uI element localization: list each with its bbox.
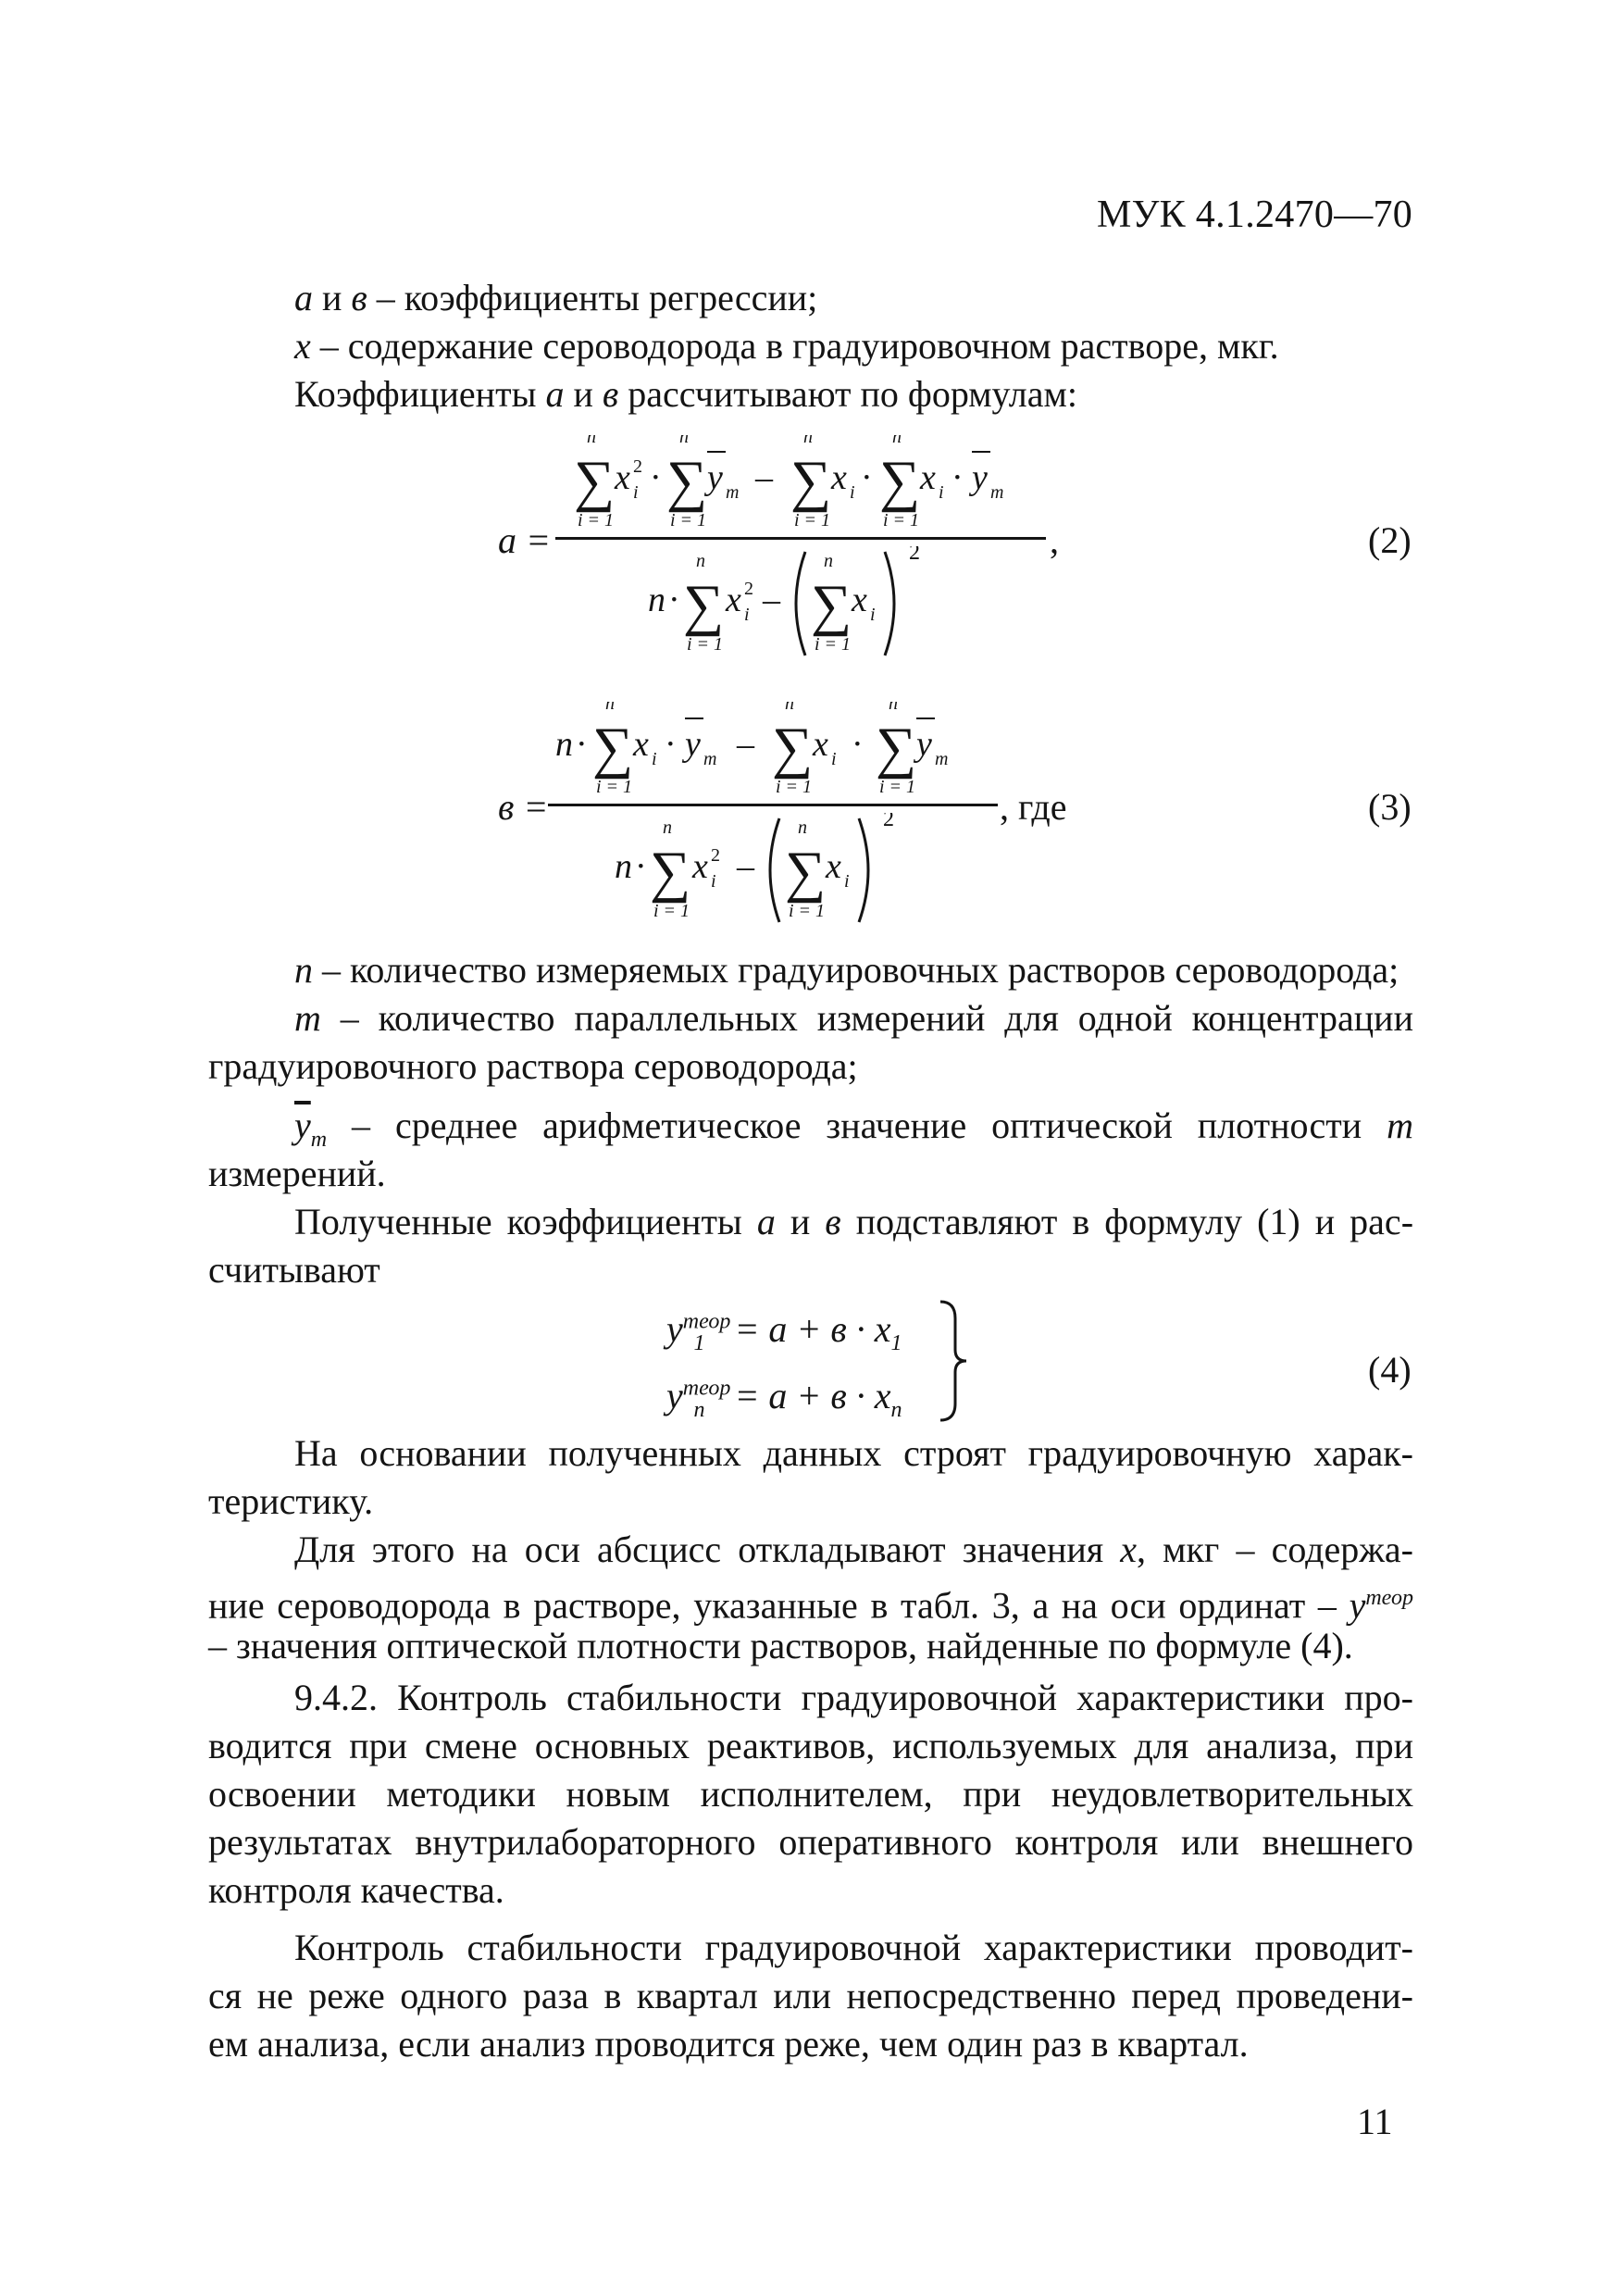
svg-text:–: –: [737, 725, 754, 764]
definition-text: – содержание сероводорода в градуировочном растворе, мкг.: [310, 325, 1279, 367]
svg-text:i: i: [744, 605, 750, 625]
svg-text:2: 2: [883, 813, 894, 831]
svg-text:i: i: [711, 871, 716, 892]
definition-y-line1: $\overline{y}_m$ – среднее арифметическое значение оптической плотности m: [294, 1104, 1413, 1152]
eq2-sum1-lower: i = 1: [578, 510, 615, 530]
svg-text:x: x: [726, 580, 741, 619]
svg-text:2: 2: [711, 845, 720, 866]
svg-text:y: y: [707, 458, 723, 497]
eq2-numerator-svg: [574, 435, 1055, 537]
svg-text:n: n: [889, 702, 898, 714]
svg-text:i = 1: i = 1: [596, 777, 633, 797]
svg-text:n: n: [785, 702, 794, 714]
svg-text:i: i: [844, 871, 850, 892]
para4-line5: контроля качества.: [208, 1869, 504, 1911]
eq3-where: , где: [1000, 786, 1067, 828]
page-number: 11: [1357, 2101, 1393, 2142]
formulas-intro: Коэффициенты а и в рассчитывают по формулам:: [294, 373, 1077, 415]
eq3-lhs: в =: [498, 786, 549, 828]
svg-text:∑: ∑: [683, 574, 725, 637]
eq2-denominator-svg: [648, 546, 963, 667]
svg-text:y: y: [685, 725, 701, 764]
eq4-brace: [935, 1296, 972, 1426]
document-code: МУК 4.1.2470—70: [1097, 193, 1413, 236]
svg-text:·: ·: [952, 458, 964, 497]
svg-text:n: n: [605, 702, 615, 714]
svg-text:x: x: [831, 458, 847, 497]
svg-text:i = 1: i = 1: [815, 634, 852, 655]
eq3-number: (3): [1368, 786, 1412, 828]
eq2-sum1-sigma: ∑: [574, 450, 616, 513]
svg-text:n: n: [824, 551, 833, 571]
svg-text:∑: ∑: [811, 574, 852, 637]
svg-text:i = 1: i = 1: [653, 901, 690, 921]
eq3-numerator: [555, 702, 1000, 813]
para1-line1: Полученные коэффициенты а и в подставляют в формулу (1) и рас-: [294, 1201, 1414, 1242]
svg-text:i = 1: i = 1: [776, 777, 813, 797]
svg-text:i = 1: i = 1: [789, 901, 826, 921]
eq3-denominator: [615, 813, 929, 942]
var-a: а: [294, 277, 313, 318]
svg-text:i: i: [939, 482, 944, 503]
para4-line1: 9.4.2. Контроль стабильности градуировочной характеристики про-: [294, 1677, 1413, 1718]
svg-text:–: –: [763, 580, 780, 619]
var-x: х: [294, 325, 311, 367]
svg-text:y: y: [972, 458, 988, 497]
definition-n: n – количество измеряемых градуировочных растворов сероводорода;: [294, 949, 1399, 991]
svg-text:i: i: [633, 482, 639, 503]
svg-text:2: 2: [909, 546, 920, 565]
svg-text:n: n: [803, 435, 813, 447]
svg-text:–: –: [755, 458, 773, 497]
svg-text:i = 1: i = 1: [794, 510, 831, 530]
svg-text:i = 1: i = 1: [687, 634, 724, 655]
svg-text:∑: ∑: [879, 450, 921, 513]
eq2-number: (2): [1368, 519, 1412, 561]
para3-line3: – значения оптической плотности растворов, найденные по формуле (4).: [208, 1625, 1353, 1666]
definition-m-line2: градуировочного раствора сероводорода;: [208, 1045, 858, 1087]
svg-text:n: n: [892, 435, 902, 447]
svg-text:n: n: [615, 847, 632, 886]
svg-text:x: x: [826, 847, 841, 886]
svg-text:i: i: [870, 605, 876, 625]
svg-text:·: ·: [668, 580, 680, 619]
svg-text:i = 1: i = 1: [883, 510, 920, 530]
svg-text:n: n: [679, 435, 689, 447]
svg-text:·: ·: [665, 725, 677, 764]
svg-text:x: x: [920, 458, 936, 497]
eq2-sum1-upper: n: [587, 435, 596, 447]
para2-line1: На основании полученных данных строят градуировочную харак-: [294, 1432, 1413, 1474]
svg-text:i: i: [831, 749, 837, 769]
svg-text:n: n: [663, 817, 672, 838]
svg-text:·: ·: [650, 458, 662, 497]
eq3-fraction-bar: [548, 804, 998, 806]
svg-text:∑: ∑: [785, 841, 827, 904]
svg-text:n: n: [696, 551, 705, 571]
svg-text:2: 2: [633, 456, 642, 477]
svg-text:n: n: [648, 580, 665, 619]
eq4-row2: $y^{теор}_n = а + в \cdot x_n$: [666, 1375, 902, 1422]
para4-line2: водится при смене основных реактивов, используемых для анализа, при: [208, 1725, 1413, 1766]
svg-text:i = 1: i = 1: [879, 777, 916, 797]
svg-text:·: ·: [852, 725, 864, 764]
svg-text:m: m: [935, 749, 949, 769]
eq2-comma: ,: [1050, 519, 1059, 561]
para2-line2: теристику.: [208, 1480, 374, 1522]
eq2-lhs: а =: [498, 519, 551, 561]
svg-text:·: ·: [576, 725, 588, 764]
definition-y-line2: измерений.: [208, 1153, 386, 1194]
para5-line1: Контроль стабильности градуировочной характеристики проводит-: [294, 1927, 1413, 1968]
eq2-fraction-bar: [555, 537, 1046, 540]
svg-text:i: i: [850, 482, 855, 503]
svg-text:m: m: [990, 482, 1004, 503]
svg-text:·: ·: [861, 458, 873, 497]
svg-text:·: ·: [635, 847, 647, 886]
svg-text:x: x: [692, 847, 708, 886]
definition-x: [294, 322, 1499, 370]
svg-text:∑: ∑: [772, 717, 814, 780]
svg-text:i: i: [652, 749, 657, 769]
eq4-number: (4): [1368, 1349, 1412, 1391]
definition-a-b: [294, 274, 1499, 322]
svg-text:m: m: [726, 482, 740, 503]
svg-text:x: x: [615, 458, 630, 497]
eq2-denominator: [648, 546, 963, 676]
svg-text:–: –: [737, 847, 754, 886]
svg-text:m: m: [703, 749, 717, 769]
svg-text:x: x: [633, 725, 649, 764]
definition-m-line1: m – количество параллельных измерений для одной концентрации: [294, 997, 1413, 1039]
para3-line1: Для этого на оси абсцисс откладывают значения x, мкг – содержа-: [294, 1529, 1413, 1570]
svg-text:n: n: [798, 817, 807, 838]
conj: и: [313, 277, 352, 318]
para1-line2: считывают: [208, 1249, 380, 1291]
svg-text:2: 2: [744, 579, 753, 599]
para5-line3: ем анализа, если анализ проводится реже, чем один раз в квартал.: [208, 2023, 1249, 2065]
svg-text:x: x: [852, 580, 867, 619]
svg-text:n: n: [555, 725, 573, 764]
eq2-numerator: [574, 435, 1055, 546]
eq3-numerator-svg: [555, 702, 1000, 804]
para3-line2: ние сероводорода в растворе, указанные в табл. 3, а на оси ординат – $y^{теор}$: [208, 1584, 1413, 1627]
svg-text:x: x: [813, 725, 828, 764]
para5-line2: ся не реже одного раза в квартал или непосредственно перед проведени-: [208, 1975, 1413, 2016]
eq4-row1: $y^{теор}_1 = а + в \cdot x_1$: [666, 1308, 902, 1355]
svg-text:i = 1: i = 1: [670, 510, 707, 530]
para4-line4: результатах внутрилабораторного оперативного контроля или внешнего: [208, 1821, 1413, 1863]
definition-text: – коэффициенты регрессии;: [367, 277, 818, 318]
eq3-denominator-svg: [615, 813, 929, 933]
svg-text:∑: ∑: [666, 450, 708, 513]
svg-text:∑: ∑: [876, 717, 917, 780]
var-b: в: [351, 277, 367, 318]
svg-text:∑: ∑: [650, 841, 691, 904]
svg-text:∑: ∑: [790, 450, 832, 513]
para4-line3: освоении методики новым исполнителем, при неудовлетворительных: [208, 1773, 1413, 1815]
svg-text:y: y: [916, 725, 932, 764]
svg-text:∑: ∑: [592, 717, 634, 780]
